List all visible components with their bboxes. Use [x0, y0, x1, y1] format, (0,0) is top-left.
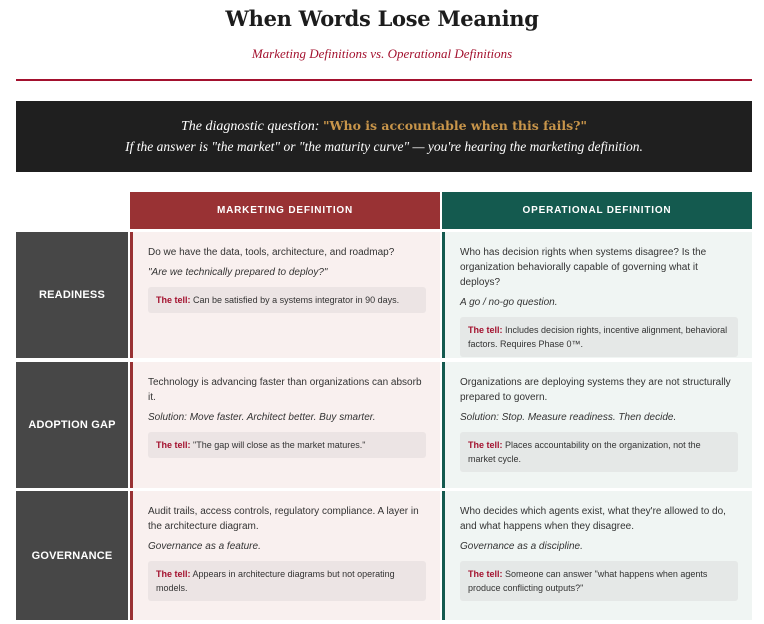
cell-note: Solution: Move faster. Architect better. Buy smarter. [148, 412, 376, 423]
tell-label: The tell: [156, 440, 191, 450]
tell-label: The tell: [156, 295, 191, 305]
cell-main-text: Organizations are deploying systems they are not structurally prepared to govern. [460, 377, 731, 403]
page-title: When Words Lose Meaning [225, 6, 539, 31]
row-label-readiness: READINESS [16, 232, 128, 358]
row-label-governance: GOVERNANCE [16, 491, 128, 620]
tell-box [460, 432, 738, 472]
cell-main-text: Who has decision rights when systems disagree? Is the organization behaviorally capable of governing what it deploys? [460, 247, 707, 288]
tell-text: "The gap will close as the market matures." [193, 440, 366, 450]
tell-text: Appears in architecture diagrams but not operating models. [156, 569, 395, 593]
cell-note: Solution: Stop. Measure readiness. Then decide. [460, 412, 677, 423]
diagnostic-question: "Who is accountable when this fails?" [322, 118, 587, 133]
cell-governance-operational [442, 491, 752, 620]
diagnostic-banner [16, 101, 752, 172]
column-header-operational: OPERATIONAL DEFINITION [442, 192, 752, 229]
diagnostic-explanation: If the answer is "the market" or "the maturity curve" — you're hearing the marketing definition. [125, 139, 643, 154]
tell-label: The tell: [468, 569, 503, 579]
cell-main-text: Technology is advancing faster than organizations can absorb it. [148, 377, 422, 403]
tell-box [148, 432, 426, 458]
tell-label: The tell: [468, 440, 503, 450]
tell-box [148, 561, 426, 601]
tell-box [148, 287, 426, 313]
tell-label: The tell: [468, 325, 503, 335]
cell-note: A go / no-go question. [460, 297, 558, 308]
title-divider [16, 79, 752, 81]
tell-box [460, 317, 738, 357]
cell-note: "Are we technically prepared to deploy?" [148, 267, 328, 278]
diagnostic-question-line [181, 118, 587, 135]
cell-readiness-marketing [130, 232, 440, 358]
cell-main-text: Do we have the data, tools, architecture, and roadmap? [148, 247, 395, 258]
page-subtitle: Marketing Definitions vs. Operational Definitions [251, 46, 513, 61]
tell-text: Can be satisfied by a systems integrator in 90 days. [193, 295, 400, 305]
tell-box [460, 561, 738, 601]
cell-note: Governance as a feature. [148, 541, 261, 552]
tell-text: Someone can answer "what happens when agents produce conflicting outputs?" [468, 569, 708, 593]
tell-text: Includes decision rights, incentive alignment, behavioral factors. Requires Phase 0™. [468, 325, 728, 349]
diagnostic-prefix: The diagnostic question: [181, 119, 323, 134]
tell-text: Places accountability on the organization, not the market cycle. [468, 440, 701, 464]
cell-main-text: Audit trails, access controls, regulatory compliance. A layer in the architecture diagram. [148, 506, 419, 532]
cell-main-text: Who decides which agents exist, what they're allowed to do, and what happens when they disagree. [460, 506, 726, 532]
cell-adoption-gap-marketing [130, 362, 440, 488]
column-header-marketing: MARKETING DEFINITION [130, 192, 440, 229]
cell-readiness-operational [442, 232, 752, 358]
cell-governance-marketing [130, 491, 440, 620]
cell-note: Governance as a discipline. [460, 541, 583, 552]
tell-label: The tell: [156, 569, 191, 579]
row-label-adoption-gap: ADOPTION GAP [16, 362, 128, 488]
cell-adoption-gap-operational [442, 362, 752, 488]
